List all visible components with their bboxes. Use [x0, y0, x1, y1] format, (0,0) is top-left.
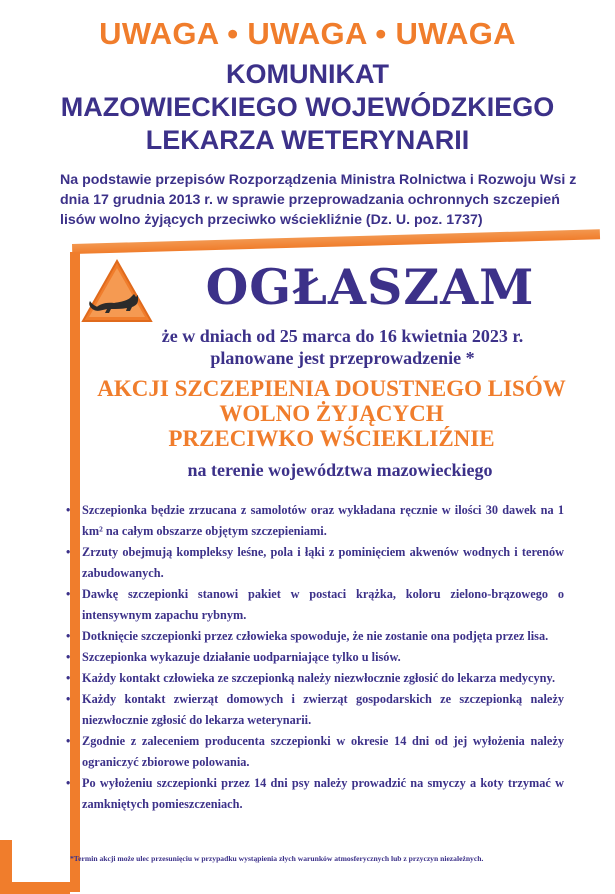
list-item: • Każdy kontakt zwierząt domowych i zwierząt gospodarskich ze szczepionką należy niezwłocznie zgłosić do lekarza weterynarii. [64, 689, 564, 731]
dates-line: planowane jest przeprowadzenie * [210, 348, 475, 368]
action-line: AKCJI SZCZEPIENIA DOUSTNEGO LISÓW [97, 376, 566, 401]
footnote: *Termin akcji może ulec przesunięciu w przypadku wystąpienia złych warunków atmosferycznych lub z przyczyn niezależnych. [70, 854, 484, 863]
list-item: • Zgodnie z zaleceniem producenta szczepionki w okresie 14 dni od jej wyłożenia należy ograniczyć zbiorowe polowania. [64, 731, 564, 773]
announcement-heading: OGŁASZAM [205, 258, 535, 316]
page-title [0, 58, 615, 157]
action-line: WOLNO ŻYJĄCYCH [219, 401, 444, 426]
action-title [48, 376, 615, 451]
list-item: • Szczepionka wykazuje działanie uodparniające tylko u lisów. [64, 647, 564, 668]
alert-banner: UWAGA • UWAGA • UWAGA [99, 16, 516, 51]
list-item: • Szczepionka będzie zrzucana z samolotów oraz wykładana ręcznie w ilości 30 dawek na 1 km² na całym obszarze objętym szczepieniami. [64, 500, 564, 542]
frame-border-top [72, 229, 600, 254]
legal-basis: Na podstawie przepisów Rozporządzenia Ministra Rolnictwa i Rozwoju Wsi z dnia 17 grudnia 2013 r. w sprawie przeprowadzania ochronnych szczepień lisów wolno żyjących przeciwko wściekliźnie (Dz. U. poz. 1737) [60, 172, 577, 228]
list-item: • Zrzuty obejmują kompleksy leśne, pola i łąki z pominięciem akwenów wodnych i terenów zabudowanych. [64, 542, 564, 584]
title-line: MAZOWIECKIEGO WOJEWÓDZKIEGO [60, 92, 555, 122]
list-item: • Każdy kontakt człowieka ze szczepionką należy niezwłocznie zgłosić do lekarza medycyny. [64, 668, 564, 689]
dates-line: że w dniach od 25 marca do 16 kwietnia 2023 r. [161, 326, 524, 346]
action-line: PRZECIWKO WŚCIEKLIŹNIE [168, 426, 495, 451]
fox-warning-icon [80, 258, 154, 324]
title-line: LEKARZA WETERYNARII [145, 125, 470, 155]
region-line: na terenie województwa mazowieckiego [187, 460, 493, 480]
list-item: • Dotknięcie szczepionki przez człowieka spowoduje, że nie zostanie ona podjęta przez lisa. [64, 626, 564, 647]
title-line: KOMUNIKAT [226, 59, 389, 89]
list-item: • Dawkę szczepionki stanowi pakiet w postaci krążka, koloru zielono-brązowego o intensywnym zapachu rybnym. [64, 584, 564, 626]
list-item: • Po wyłożeniu szczepionki przez 14 dni psy należy prowadzić na smyczy a koty trzymać w zamkniętych pomieszczeniach. [64, 773, 564, 815]
info-list [64, 500, 564, 815]
frame-border-corner [0, 840, 12, 894]
campaign-dates [70, 325, 615, 369]
